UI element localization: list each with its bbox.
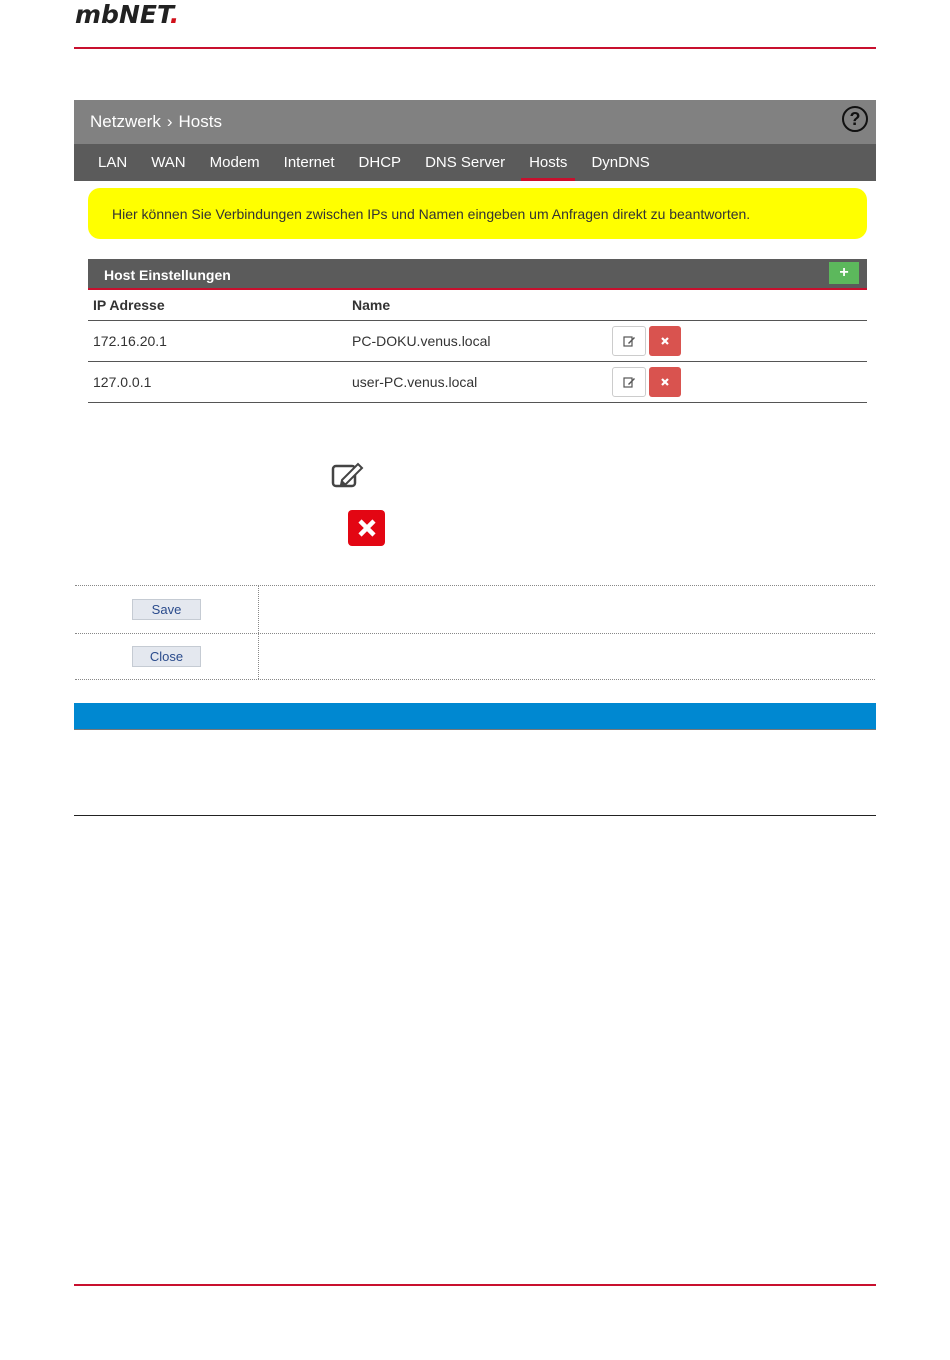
header-ip: IP Adresse bbox=[93, 297, 165, 313]
network-tabs bbox=[74, 144, 876, 181]
cell-name: user-PC.venus.local bbox=[352, 374, 478, 390]
table-row bbox=[88, 362, 867, 403]
table-row bbox=[88, 321, 867, 362]
edit-button[interactable] bbox=[612, 326, 646, 356]
delete-icon bbox=[348, 510, 385, 546]
action-buttons-table bbox=[75, 585, 875, 680]
info-message: Hier können Sie Verbindungen zwischen IPs und Namen eingeben um Anfragen direkt zu beantworten. bbox=[88, 188, 867, 239]
edit-icon bbox=[623, 376, 636, 388]
tab-dns-server[interactable]: DNS Server bbox=[425, 154, 506, 171]
divider bbox=[74, 729, 876, 730]
delete-button[interactable] bbox=[649, 326, 681, 356]
cell-name: PC-DOKU.venus.local bbox=[352, 333, 491, 349]
close-icon bbox=[660, 377, 670, 387]
help-icon[interactable]: ? bbox=[842, 106, 868, 132]
header-name: Name bbox=[352, 297, 391, 313]
tab-lan[interactable]: LAN bbox=[98, 154, 128, 171]
table-header bbox=[88, 290, 867, 321]
close-icon bbox=[660, 336, 670, 346]
breadcrumb-parent[interactable]: Netzwerk bbox=[90, 112, 161, 131]
close-button[interactable]: Close bbox=[132, 646, 201, 667]
footer-divider bbox=[74, 1284, 876, 1286]
tab-modem[interactable]: Modem bbox=[209, 154, 260, 171]
add-host-button[interactable]: + bbox=[829, 262, 859, 284]
tab-wan[interactable]: WAN bbox=[151, 154, 186, 171]
close-icon bbox=[356, 517, 378, 539]
tab-dyndns[interactable]: DynDNS bbox=[591, 154, 650, 171]
delete-button[interactable] bbox=[649, 367, 681, 397]
breadcrumb-separator-icon: › bbox=[166, 112, 173, 131]
save-button[interactable]: Save bbox=[132, 599, 201, 620]
tab-hosts[interactable]: Hosts bbox=[521, 144, 575, 181]
cell-ip: 172.16.20.1 bbox=[93, 333, 167, 349]
divider bbox=[74, 815, 876, 816]
tab-dhcp[interactable]: DHCP bbox=[358, 154, 402, 171]
cell-ip: 127.0.0.1 bbox=[93, 374, 152, 390]
edit-button[interactable] bbox=[612, 367, 646, 397]
edit-icon bbox=[623, 335, 636, 347]
mbnet-logo: mbNET. bbox=[75, 0, 180, 29]
breadcrumb bbox=[74, 100, 876, 144]
tab-internet[interactable]: Internet bbox=[283, 154, 335, 171]
header-divider bbox=[74, 47, 876, 49]
edit-icon bbox=[331, 460, 365, 490]
host-settings-header bbox=[88, 259, 867, 290]
breadcrumb-current: Hosts bbox=[178, 112, 222, 131]
blue-divider-bar bbox=[74, 703, 876, 729]
hosts-table bbox=[88, 290, 867, 403]
section-title: Host Einstellungen bbox=[104, 267, 231, 283]
